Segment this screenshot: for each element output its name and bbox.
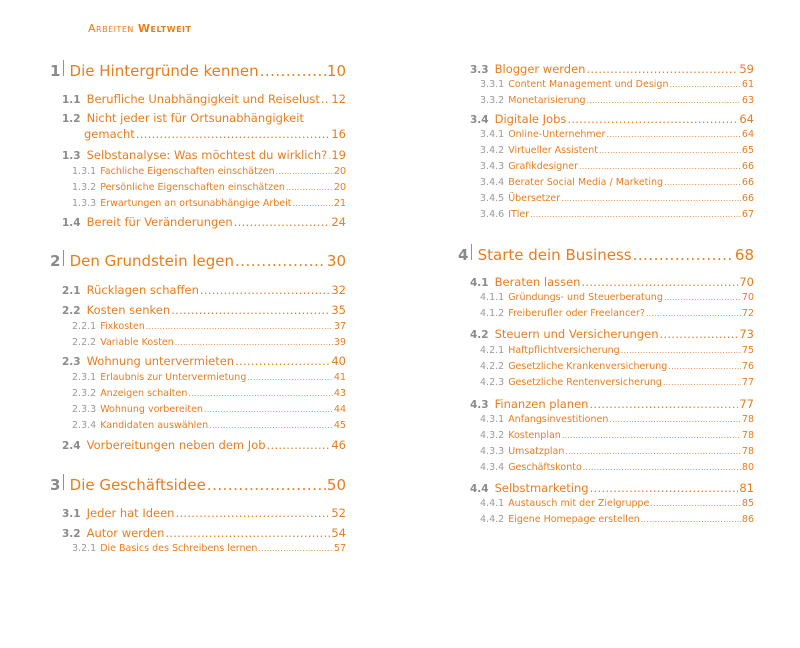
page-number: 66 bbox=[741, 193, 754, 204]
toc-subsection-2-3-4[interactable] bbox=[50, 420, 346, 431]
leader-dots bbox=[590, 481, 739, 495]
leader-dots bbox=[565, 447, 741, 456]
subsection-title: Variable Kosten bbox=[100, 337, 174, 348]
page-number: 35 bbox=[331, 303, 346, 317]
toc-subsection-2-2-2[interactable] bbox=[50, 337, 346, 348]
subsection-title: Gesetzliche Rentenversicherung bbox=[508, 377, 662, 388]
section-number: 3.4 bbox=[470, 114, 489, 126]
subsection-number: 4.2.3 bbox=[480, 377, 505, 388]
page-number: 66 bbox=[741, 161, 754, 172]
leader-dots bbox=[235, 252, 326, 270]
leader-dots bbox=[587, 96, 741, 105]
leader-dots bbox=[599, 146, 741, 155]
leader-dots bbox=[321, 92, 331, 106]
leader-dots bbox=[668, 362, 741, 371]
leader-dots bbox=[286, 183, 333, 192]
toc-section-3-3[interactable] bbox=[458, 62, 754, 76]
subsection-number: 3.4.2 bbox=[480, 145, 505, 156]
subsection-number: 4.4.1 bbox=[480, 498, 505, 509]
subsection-number: 4.1.1 bbox=[480, 292, 505, 303]
section-title: Bereit für Veränderungen bbox=[86, 215, 233, 229]
leader-dots bbox=[175, 338, 333, 347]
page-number: 37 bbox=[333, 321, 346, 332]
subsection-number: 4.4.2 bbox=[480, 514, 505, 525]
subsection-title: Kostenplan bbox=[508, 430, 561, 441]
subsection-title: Online-Unternehmer bbox=[508, 129, 606, 140]
subsection-number: 1.3.2 bbox=[72, 182, 97, 193]
chapter-title: Starte dein Business bbox=[477, 246, 632, 264]
leader-dots bbox=[293, 199, 333, 208]
section-number: 1.3 bbox=[62, 150, 81, 162]
toc-subsection-4-4-1[interactable] bbox=[458, 498, 754, 509]
section-title: Kosten senken bbox=[86, 303, 171, 317]
section-title: Autor werden bbox=[86, 526, 165, 540]
subsection-title: Kandidaten auswählen bbox=[100, 420, 209, 431]
toc-section-4-1[interactable] bbox=[458, 275, 754, 289]
subsection-number: 4.3.4 bbox=[480, 462, 505, 473]
page-number: 68 bbox=[734, 246, 754, 264]
page-number: 24 bbox=[331, 215, 346, 229]
section-number: 1.4 bbox=[62, 217, 81, 229]
subsection-number: 1.3.1 bbox=[72, 166, 97, 177]
section-title: Berufliche Unabhängigkeit und Reiselust bbox=[86, 92, 320, 106]
toc-section-2-4[interactable] bbox=[50, 438, 346, 452]
subsection-title: Fixkosten bbox=[100, 321, 145, 332]
page-number: 66 bbox=[741, 177, 754, 188]
chapter-title: Den Grundstein legen bbox=[69, 252, 234, 270]
toc-subsection-4-3-3[interactable] bbox=[458, 446, 754, 457]
toc-subsection-1-3-2[interactable] bbox=[50, 182, 346, 193]
leader-dots bbox=[260, 62, 326, 80]
toc-section-1-1[interactable] bbox=[50, 92, 346, 106]
page-number: 70 bbox=[739, 275, 754, 289]
toc-subsection-1-3-1[interactable] bbox=[50, 166, 346, 177]
page-number: 12 bbox=[331, 92, 346, 106]
page-number: 63 bbox=[741, 95, 754, 106]
page-number: 16 bbox=[331, 127, 346, 141]
section-title: Beraten lassen bbox=[494, 275, 581, 289]
toc-chapter-3[interactable] bbox=[50, 474, 346, 494]
section-number: 2.2 bbox=[62, 305, 81, 317]
subsection-title: Anfangsinvestitionen bbox=[508, 414, 609, 425]
leader-dots bbox=[609, 415, 741, 424]
toc-chapter-1[interactable] bbox=[50, 60, 346, 80]
page-number: 78 bbox=[741, 446, 754, 457]
subsection-title: Gesetzliche Krankenversicherung bbox=[508, 361, 668, 372]
page-number: 41 bbox=[333, 372, 346, 383]
subsection-number: 3.3.1 bbox=[480, 79, 505, 90]
section-title-cont: gemacht bbox=[84, 127, 135, 141]
toc-subsection-3-3-2[interactable] bbox=[458, 95, 754, 106]
leader-dots bbox=[276, 167, 333, 176]
toc-subsection-4-4-2[interactable] bbox=[458, 514, 754, 525]
page-number: 81 bbox=[739, 481, 754, 495]
toc-subsection-3-4-3[interactable] bbox=[458, 161, 754, 172]
toc-subsection-2-3-1[interactable] bbox=[50, 372, 346, 383]
page-number: 85 bbox=[741, 498, 754, 509]
section-title: Rücklagen schaffen bbox=[86, 283, 199, 297]
chapter-number: 4 bbox=[458, 246, 469, 264]
page-number: 54 bbox=[331, 526, 346, 540]
subsection-number: 4.3.2 bbox=[480, 430, 505, 441]
header-bold: Weltweit bbox=[137, 22, 192, 35]
page-number: 80 bbox=[741, 462, 754, 473]
subsection-title: Monetarisierung bbox=[508, 95, 586, 106]
leader-dots bbox=[589, 397, 738, 411]
leader-dots bbox=[200, 283, 331, 297]
leader-dots bbox=[579, 162, 741, 171]
toc-subsection-3-3-1[interactable] bbox=[458, 79, 754, 90]
subsection-title: Anzeigen schalten bbox=[100, 388, 188, 399]
toc-subsection-4-2-3[interactable] bbox=[458, 377, 754, 388]
leader-dots bbox=[328, 148, 330, 162]
section-number: 1.2 bbox=[62, 113, 81, 125]
subsection-number: 3.3.2 bbox=[480, 95, 505, 106]
subsection-title: Fachliche Eigenschaften einschätzen bbox=[100, 166, 275, 177]
leader-dots bbox=[530, 210, 741, 219]
page-number: 21 bbox=[333, 198, 346, 209]
subsection-number: 3.4.1 bbox=[480, 129, 505, 140]
page-number: 72 bbox=[741, 308, 754, 319]
toc-subsection-3-4-2[interactable] bbox=[458, 145, 754, 156]
page-number: 70 bbox=[741, 292, 754, 303]
section-number: 1.1 bbox=[62, 94, 81, 106]
toc-chapter-4[interactable] bbox=[458, 244, 754, 264]
section-title: Nicht jeder ist für Ortsunabhängigkeit bbox=[86, 111, 304, 125]
leader-dots bbox=[207, 476, 326, 494]
leader-dots bbox=[247, 373, 333, 382]
chapter-number: 1 bbox=[50, 62, 61, 80]
page-number: 75 bbox=[741, 345, 754, 356]
subsection-title: Eigene Homepage erstellen bbox=[508, 514, 640, 525]
leader-dots bbox=[165, 526, 330, 540]
leader-dots bbox=[258, 544, 333, 553]
subsection-title: Haftpflichtversicherung bbox=[508, 345, 620, 356]
toc-subsection-4-3-4[interactable] bbox=[458, 462, 754, 473]
header-prefix: Arbeiten bbox=[88, 22, 134, 35]
leader-dots bbox=[621, 346, 741, 355]
page-number: 19 bbox=[331, 148, 346, 162]
subsection-number: 4.1.2 bbox=[480, 308, 505, 319]
toc-section-1-2-cont[interactable] bbox=[50, 127, 346, 141]
page-number: 78 bbox=[741, 414, 754, 425]
leader-dots bbox=[146, 322, 333, 331]
toc-subsection-3-2-1[interactable] bbox=[50, 543, 346, 554]
subsection-number: 3.2.1 bbox=[72, 543, 97, 554]
section-title: Vorbereitungen neben dem Job bbox=[86, 438, 266, 452]
page-number: 46 bbox=[331, 438, 346, 452]
page-number: 40 bbox=[331, 354, 346, 368]
toc-section-2-2[interactable] bbox=[50, 303, 346, 317]
section-number: 2.1 bbox=[62, 285, 81, 297]
section-title: Jeder hat Ideen bbox=[86, 506, 175, 520]
subsection-title: ITler bbox=[508, 209, 530, 220]
page-number: 64 bbox=[741, 129, 754, 140]
leader-dots bbox=[562, 431, 741, 440]
page-number: 44 bbox=[333, 404, 346, 415]
leader-dots bbox=[641, 515, 741, 524]
toc-subsection-4-1-1[interactable] bbox=[458, 292, 754, 303]
subsection-number: 3.4.3 bbox=[480, 161, 505, 172]
page-number: 77 bbox=[741, 377, 754, 388]
toc-subsection-2-3-2[interactable] bbox=[50, 388, 346, 399]
section-title: Selbstanalyse: Was möchtest du wirklich? bbox=[86, 148, 328, 162]
page-number: 73 bbox=[739, 327, 754, 341]
page-number: 86 bbox=[741, 514, 754, 525]
toc-subsection-3-4-6[interactable] bbox=[458, 209, 754, 220]
page-number: 50 bbox=[326, 476, 346, 494]
page-number: 45 bbox=[333, 420, 346, 431]
toc-subsection-3-4-5[interactable] bbox=[458, 193, 754, 204]
toc-section-3-4[interactable] bbox=[458, 112, 754, 126]
section-title: Finanzen planen bbox=[494, 397, 589, 411]
subsection-number: 3.4.5 bbox=[480, 193, 505, 204]
section-title: Wohnung untervermieten bbox=[86, 354, 235, 368]
subsection-number: 4.3.3 bbox=[480, 446, 505, 457]
page-number: 57 bbox=[333, 543, 346, 554]
section-title: Blogger werden bbox=[494, 62, 586, 76]
toc-chapter-2[interactable] bbox=[50, 250, 346, 270]
page-number: 65 bbox=[741, 145, 754, 156]
page-number: 67 bbox=[741, 209, 754, 220]
subsection-title: Content Management und Design bbox=[508, 79, 669, 90]
toc-subsection-3-4-1[interactable] bbox=[458, 129, 754, 140]
toc-subsection-4-3-1[interactable] bbox=[458, 414, 754, 425]
leader-dots bbox=[633, 246, 734, 264]
leader-dots bbox=[650, 499, 741, 508]
leader-dots bbox=[583, 463, 741, 472]
chapter-number: 3 bbox=[50, 476, 61, 494]
toc-section-4-4[interactable] bbox=[458, 481, 754, 495]
toc-subsection-2-2-1[interactable] bbox=[50, 321, 346, 332]
leader-dots bbox=[234, 215, 331, 229]
section-number: 2.4 bbox=[62, 440, 81, 452]
chapter-number: 2 bbox=[50, 252, 61, 270]
subsection-number: 2.2.1 bbox=[72, 321, 97, 332]
toc-section-3-2[interactable] bbox=[50, 526, 346, 540]
leader-dots bbox=[136, 127, 331, 141]
page-number: 30 bbox=[326, 252, 346, 270]
leader-dots bbox=[267, 438, 331, 452]
subsection-number: 4.2.1 bbox=[480, 345, 505, 356]
section-number: 4.4 bbox=[470, 483, 489, 495]
subsection-title: Übersetzer bbox=[508, 193, 561, 204]
page-number: 61 bbox=[741, 79, 754, 90]
leader-dots bbox=[561, 194, 741, 203]
subsection-number: 2.3.3 bbox=[72, 404, 97, 415]
leader-dots bbox=[659, 327, 738, 341]
leader-dots bbox=[188, 389, 333, 398]
page-number: 20 bbox=[333, 182, 346, 193]
subsection-number: 2.2.2 bbox=[72, 337, 97, 348]
page-number: 76 bbox=[741, 361, 754, 372]
toc-section-2-3[interactable] bbox=[50, 354, 346, 368]
subsection-title: Wohnung vorbereiten bbox=[100, 404, 203, 415]
page-number: 43 bbox=[333, 388, 346, 399]
subsection-number: 4.2.2 bbox=[480, 361, 505, 372]
leader-dots bbox=[669, 80, 740, 89]
subsection-title: Persönliche Eigenschaften einschätzen bbox=[100, 182, 285, 193]
section-number: 4.2 bbox=[470, 329, 489, 341]
section-number: 4.3 bbox=[470, 399, 489, 411]
page-number: 20 bbox=[333, 166, 346, 177]
subsection-number: 3.4.6 bbox=[480, 209, 505, 220]
toc-section-4-3[interactable] bbox=[458, 397, 754, 411]
subsection-title: Grafikdesigner bbox=[508, 161, 579, 172]
toc-subsection-3-4-4[interactable] bbox=[458, 177, 754, 188]
subsection-title: Erwartungen an ortsunabhängige Arbeit bbox=[100, 198, 292, 209]
page-number: 78 bbox=[741, 430, 754, 441]
page-number: 52 bbox=[331, 506, 346, 520]
section-number: 2.3 bbox=[62, 356, 81, 368]
toc-subsection-1-3-3[interactable] bbox=[50, 198, 346, 209]
subsection-number: 2.3.4 bbox=[72, 420, 97, 431]
leader-dots bbox=[586, 62, 738, 76]
subsection-title: Virtueller Assistent bbox=[508, 145, 598, 156]
leader-dots bbox=[664, 178, 741, 187]
leader-dots bbox=[209, 421, 333, 430]
section-number: 3.2 bbox=[62, 528, 81, 540]
subsection-title: Berater Social Media / Marketing bbox=[508, 177, 664, 188]
subsection-title: Freiberufler oder Freelancer? bbox=[508, 308, 645, 319]
page-number: 32 bbox=[331, 283, 346, 297]
toc-subsection-4-3-2[interactable] bbox=[458, 430, 754, 441]
toc-section-1-4[interactable] bbox=[50, 215, 346, 229]
leader-dots bbox=[664, 293, 741, 302]
leader-dots bbox=[663, 378, 741, 387]
subsection-number: 2.3.1 bbox=[72, 372, 97, 383]
leader-dots bbox=[606, 130, 740, 139]
page-number: 59 bbox=[739, 62, 754, 76]
subsection-title: Die Basics des Schreibens lernen bbox=[100, 543, 258, 554]
subsection-title: Geschäftskonto bbox=[508, 462, 582, 473]
toc-subsection-2-3-3[interactable] bbox=[50, 404, 346, 415]
toc-subsection-4-2-1[interactable] bbox=[458, 345, 754, 356]
subsection-number: 2.3.2 bbox=[72, 388, 97, 399]
section-number: 3.1 bbox=[62, 508, 81, 520]
section-title: Selbstmarketing bbox=[494, 481, 589, 495]
page-number: 64 bbox=[739, 112, 754, 126]
leader-dots bbox=[175, 506, 330, 520]
running-header bbox=[88, 22, 191, 35]
leader-dots bbox=[646, 309, 741, 318]
leader-dots bbox=[204, 405, 333, 414]
subsection-number: 3.4.4 bbox=[480, 177, 505, 188]
subsection-title: Erlaubnis zur Untervermietung bbox=[100, 372, 247, 383]
section-number: 3.3 bbox=[470, 64, 489, 76]
toc-section-1-2[interactable] bbox=[50, 111, 346, 125]
toc-subsection-4-2-2[interactable] bbox=[458, 361, 754, 372]
leader-dots bbox=[581, 275, 738, 289]
section-number: 4.1 bbox=[470, 277, 489, 289]
section-title: Steuern und Versicherungen bbox=[494, 327, 659, 341]
leader-dots bbox=[567, 112, 738, 126]
toc-section-2-1[interactable] bbox=[50, 283, 346, 297]
toc-section-3-1[interactable] bbox=[50, 506, 346, 520]
subsection-number: 1.3.3 bbox=[72, 198, 97, 209]
subsection-number: 4.3.1 bbox=[480, 414, 505, 425]
chapter-title: Die Geschäftsidee bbox=[69, 476, 206, 494]
leader-dots bbox=[171, 303, 330, 317]
toc-section-4-2[interactable] bbox=[458, 327, 754, 341]
chapter-title: Die Hintergründe kennen bbox=[69, 62, 259, 80]
page-number: 10 bbox=[326, 62, 346, 80]
section-title: Digitale Jobs bbox=[494, 112, 567, 126]
toc-subsection-4-1-2[interactable] bbox=[458, 308, 754, 319]
page-number: 77 bbox=[739, 397, 754, 411]
toc-section-1-3[interactable] bbox=[50, 148, 346, 162]
subsection-title: Umsatzplan bbox=[508, 446, 565, 457]
subsection-title: Gründungs- und Steuerberatung bbox=[508, 292, 663, 303]
subsection-title: Austausch mit der Zielgruppe bbox=[508, 498, 650, 509]
page-number: 39 bbox=[333, 337, 346, 348]
leader-dots bbox=[235, 354, 330, 368]
